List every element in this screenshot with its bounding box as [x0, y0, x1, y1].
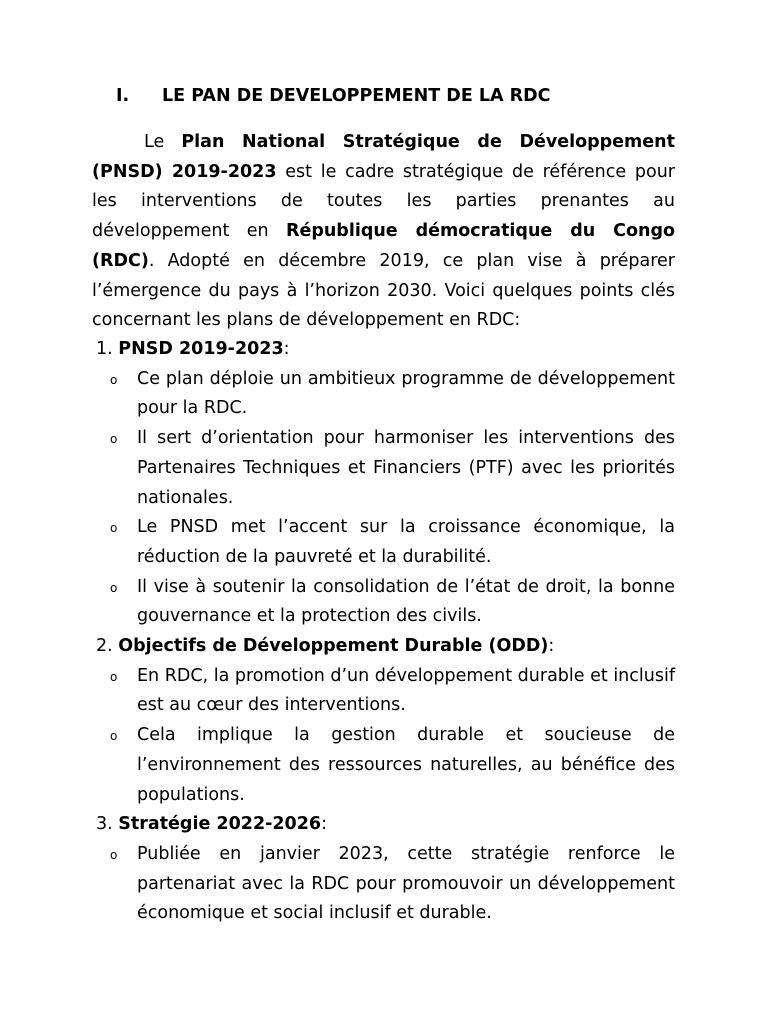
section-item — [92, 810, 675, 929]
bullet-text: Publiée en janvier 2023, cette stratégie renforce le partenariat avec la RDC pour promouvoir un développement économique et social inclusif et durable. — [137, 843, 675, 924]
bullet-item — [110, 662, 675, 721]
bullet-marker: o — [110, 580, 118, 595]
intro-bold-pnsd: Plan National Stratégique de Développement (PNSD) 2019-2023 — [92, 132, 675, 182]
bullet-marker: o — [110, 729, 118, 744]
section-title-text: Objectifs de Développement Durable (ODD) — [118, 636, 549, 657]
heading-number: I. — [116, 86, 130, 106]
bullet-item — [110, 573, 675, 632]
bullet-text: Il sert d’orientation pour harmoniser les interventions des Partenaires Techniques et Financiers (PTF) avec les priorités nationales. — [137, 428, 675, 508]
intro-text-3: . Adopté en décembre 2019, ce plan vise à préparer l’émergence du pays à l’horizon 2030. Voici quelques points clés concernant les plans de développement en RDC: — [92, 250, 675, 331]
section-title-text: Stratégie 2022-2026 — [118, 814, 322, 835]
section-title-text: PNSD 2019-2023 — [118, 339, 284, 359]
section-heading — [116, 84, 551, 108]
section-item — [92, 335, 675, 632]
bullet-item — [110, 424, 675, 513]
bullet-item — [110, 840, 675, 929]
section-title — [96, 632, 675, 662]
intro-text-2: est le cadre stratégique de référence pour les interventions de toutes les parties prenantes au développement en — [92, 161, 675, 242]
bullet-text: Il vise à soutenir la consolidation de l’état de droit, la bonne gouvernance et la protection des civils. — [137, 576, 675, 627]
bullet-marker: o — [110, 521, 118, 536]
bullet-text: Cela implique la gestion durable et soucieuse de l’environnement des ressources naturelles, au bénéfice des populations. — [137, 725, 675, 805]
section-title — [96, 810, 675, 840]
intro-paragraph — [92, 128, 675, 336]
bullet-list — [92, 662, 675, 811]
section-item — [92, 632, 675, 810]
bullet-item — [110, 365, 675, 424]
heading-text: LE PAN DE DEVELOPPEMENT DE LA RDC — [162, 86, 551, 106]
bullet-item — [110, 721, 675, 810]
bullet-marker: o — [110, 432, 118, 447]
section-number: 1. — [96, 339, 113, 359]
bullet-list — [92, 840, 675, 929]
bullet-list — [92, 365, 675, 632]
section-number: 3. — [96, 814, 113, 835]
bullet-marker: o — [110, 847, 118, 862]
bullet-text: En RDC, la promotion d’un développement durable et inclusif est au cœur des interventions. — [137, 665, 675, 716]
section-title-suffix: : — [321, 814, 327, 835]
section-title — [96, 335, 675, 365]
intro-text-1: Le — [144, 132, 182, 152]
section-title-suffix: : — [283, 339, 290, 359]
bullet-text: Ce plan déploie un ambitieux programme de développement pour la RDC. — [137, 368, 675, 419]
intro-bold-rdc: République démocratique du Congo (RDC) — [92, 221, 675, 271]
sections-list — [92, 335, 675, 929]
section-title-suffix: : — [548, 636, 555, 657]
section-number: 2. — [96, 636, 113, 657]
bullet-item — [110, 513, 675, 572]
bullet-text: Le PNSD met l’accent sur la croissance économique, la réduction de la pauvreté et la durabilité. — [137, 517, 675, 567]
bullet-marker: o — [110, 372, 118, 387]
bullet-marker: o — [110, 669, 118, 684]
